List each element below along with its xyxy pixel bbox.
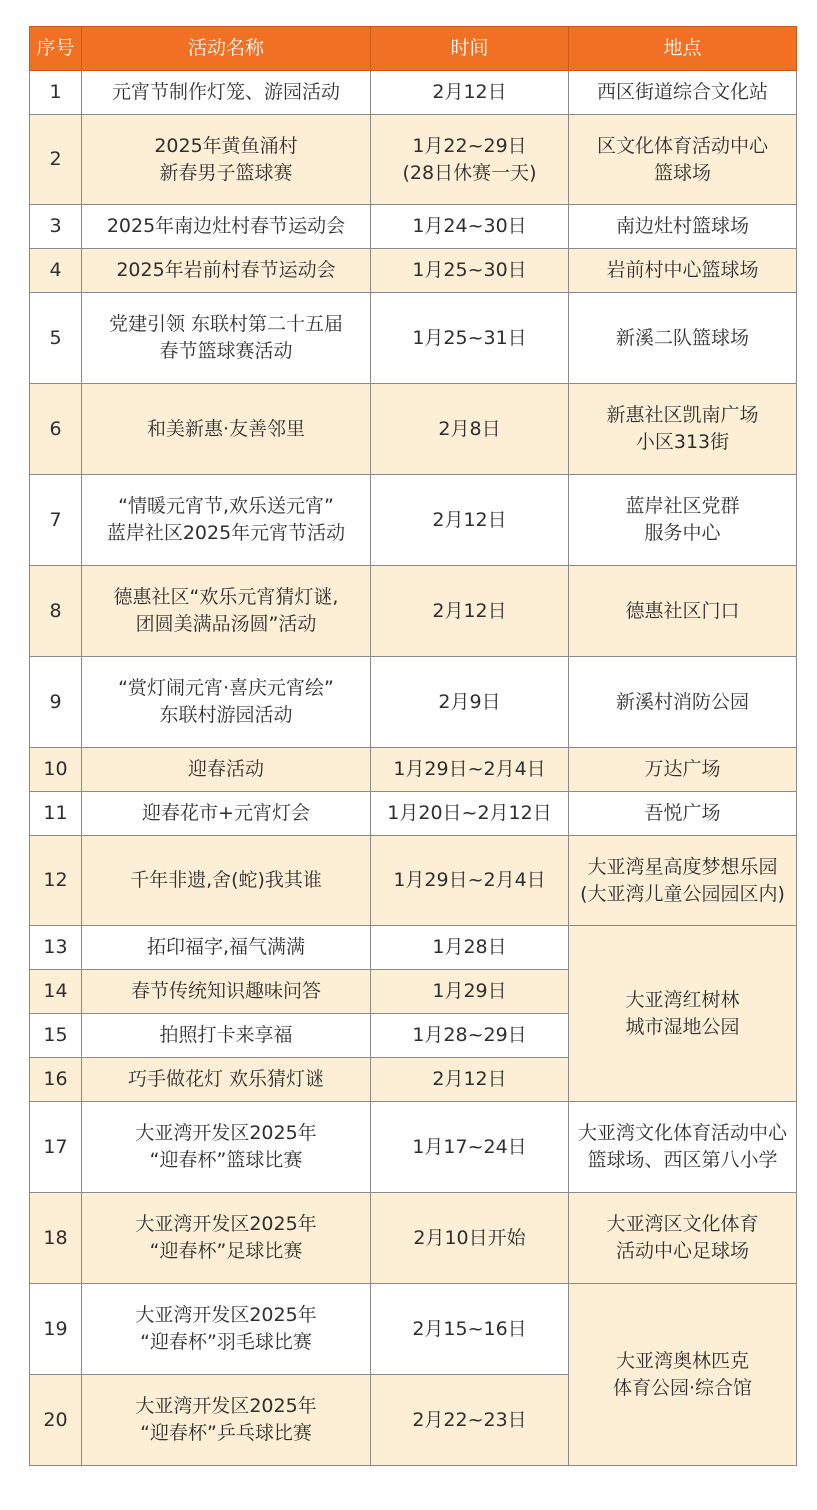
row-place: 万达广场: [569, 748, 797, 792]
table-row: [30, 1193, 797, 1284]
row-name: 大亚湾开发区2025年 “迎春杯”足球比赛: [82, 1193, 371, 1284]
row-place: 南边灶村篮球场: [569, 205, 797, 249]
row-no: 16: [30, 1058, 82, 1102]
row-name: 和美新惠·友善邻里: [82, 384, 371, 475]
row-place: 德惠社区门口: [569, 566, 797, 657]
row-time: 2月12日: [371, 566, 569, 657]
row-no: 15: [30, 1014, 82, 1058]
table-row: [30, 249, 797, 293]
row-no: 19: [30, 1284, 82, 1375]
row-place: 大亚湾区文化体育 活动中心足球场: [569, 1193, 797, 1284]
row-name: “情暖元宵节,欢乐送元宵” 蓝岸社区2025年元宵节活动: [82, 475, 371, 566]
row-place: 新溪二队篮球场: [569, 293, 797, 384]
table-row: [30, 1284, 797, 1375]
row-time: 2月12日: [371, 1058, 569, 1102]
row-time: 2月12日: [371, 475, 569, 566]
header-row: [30, 27, 797, 71]
row-time: 2月22~23日: [371, 1375, 569, 1466]
row-no: 9: [30, 657, 82, 748]
row-place: 大亚湾奥林匹克 体育公园·综合馆: [569, 1284, 797, 1466]
row-place: 吾悦广场: [569, 792, 797, 836]
table-row: [30, 115, 797, 205]
row-no: 3: [30, 205, 82, 249]
row-time: 2月10日开始: [371, 1193, 569, 1284]
row-name: “赏灯闹元宵·喜庆元宵绘” 东联村游园活动: [82, 657, 371, 748]
row-time: 1月28日: [371, 926, 569, 970]
row-no: 7: [30, 475, 82, 566]
row-no: 17: [30, 1102, 82, 1193]
row-no: 4: [30, 249, 82, 293]
row-time: 1月20日~2月12日: [371, 792, 569, 836]
table-row: [30, 836, 797, 926]
events-table: [29, 26, 797, 1466]
row-place: 新溪村消防公园: [569, 657, 797, 748]
header-no: 序号: [30, 27, 82, 71]
row-time: 2月9日: [371, 657, 569, 748]
header-name: 活动名称: [82, 27, 371, 71]
row-no: 12: [30, 836, 82, 926]
row-name: 迎春活动: [82, 748, 371, 792]
row-time: 1月29日: [371, 970, 569, 1014]
row-name: 党建引领 东联村第二十五届 春节篮球赛活动: [82, 293, 371, 384]
row-place: 蓝岸社区党群 服务中心: [569, 475, 797, 566]
table-row: [30, 71, 797, 115]
table-row: [30, 205, 797, 249]
header-time: 时间: [371, 27, 569, 71]
row-time: 2月15~16日: [371, 1284, 569, 1375]
row-no: 11: [30, 792, 82, 836]
row-time: 2月12日: [371, 71, 569, 115]
table-row: [30, 926, 797, 970]
row-no: 20: [30, 1375, 82, 1466]
row-time: 1月24~30日: [371, 205, 569, 249]
row-no: 6: [30, 384, 82, 475]
row-time: 1月22~29日 (28日休赛一天): [371, 115, 569, 205]
row-name: 2025年黄鱼涌村 新春男子篮球赛: [82, 115, 371, 205]
row-name: 拓印福字,福气满满: [82, 926, 371, 970]
row-time: 1月17~24日: [371, 1102, 569, 1193]
row-time: 1月25~30日: [371, 249, 569, 293]
table-row: [30, 566, 797, 657]
row-name: 春节传统知识趣味问答: [82, 970, 371, 1014]
row-no: 2: [30, 115, 82, 205]
row-place: 区文化体育活动中心 篮球场: [569, 115, 797, 205]
row-place: 新惠社区凯南广场 小区313街: [569, 384, 797, 475]
row-name: 元宵节制作灯笼、游园活动: [82, 71, 371, 115]
table-row: [30, 384, 797, 475]
row-no: 10: [30, 748, 82, 792]
row-name: 大亚湾开发区2025年 “迎春杯”乒乓球比赛: [82, 1375, 371, 1466]
row-name: 巧手做花灯 欢乐猜灯谜: [82, 1058, 371, 1102]
row-time: 1月29日~2月4日: [371, 748, 569, 792]
row-time: 1月28~29日: [371, 1014, 569, 1058]
row-no: 18: [30, 1193, 82, 1284]
table-row: [30, 792, 797, 836]
row-name: 2025年南边灶村春节运动会: [82, 205, 371, 249]
row-no: 14: [30, 970, 82, 1014]
row-name: 大亚湾开发区2025年 “迎春杯”羽毛球比赛: [82, 1284, 371, 1375]
table-row: [30, 748, 797, 792]
row-name: 大亚湾开发区2025年 “迎春杯”篮球比赛: [82, 1102, 371, 1193]
table-row: [30, 293, 797, 384]
row-no: 13: [30, 926, 82, 970]
row-time: 1月25~31日: [371, 293, 569, 384]
row-place: 大亚湾星高度梦想乐园 (大亚湾儿童公园园区内): [569, 836, 797, 926]
row-place: 西区街道综合文化站: [569, 71, 797, 115]
row-no: 8: [30, 566, 82, 657]
row-name: 拍照打卡来享福: [82, 1014, 371, 1058]
table-row: [30, 475, 797, 566]
row-name: 2025年岩前村春节运动会: [82, 249, 371, 293]
row-name: 德惠社区“欢乐元宵猜灯谜, 团圆美满品汤圆”活动: [82, 566, 371, 657]
row-time: 1月29日~2月4日: [371, 836, 569, 926]
table-row: [30, 1102, 797, 1193]
row-place: 岩前村中心篮球场: [569, 249, 797, 293]
row-no: 5: [30, 293, 82, 384]
row-place: 大亚湾红树林 城市湿地公园: [569, 926, 797, 1102]
row-time: 2月8日: [371, 384, 569, 475]
row-name: 千年非遗,舍(蛇)我其谁: [82, 836, 371, 926]
row-name: 迎春花市+元宵灯会: [82, 792, 371, 836]
table-row: [30, 657, 797, 748]
header-place: 地点: [569, 27, 797, 71]
row-place: 大亚湾文化体育活动中心 篮球场、西区第八小学: [569, 1102, 797, 1193]
row-no: 1: [30, 71, 82, 115]
